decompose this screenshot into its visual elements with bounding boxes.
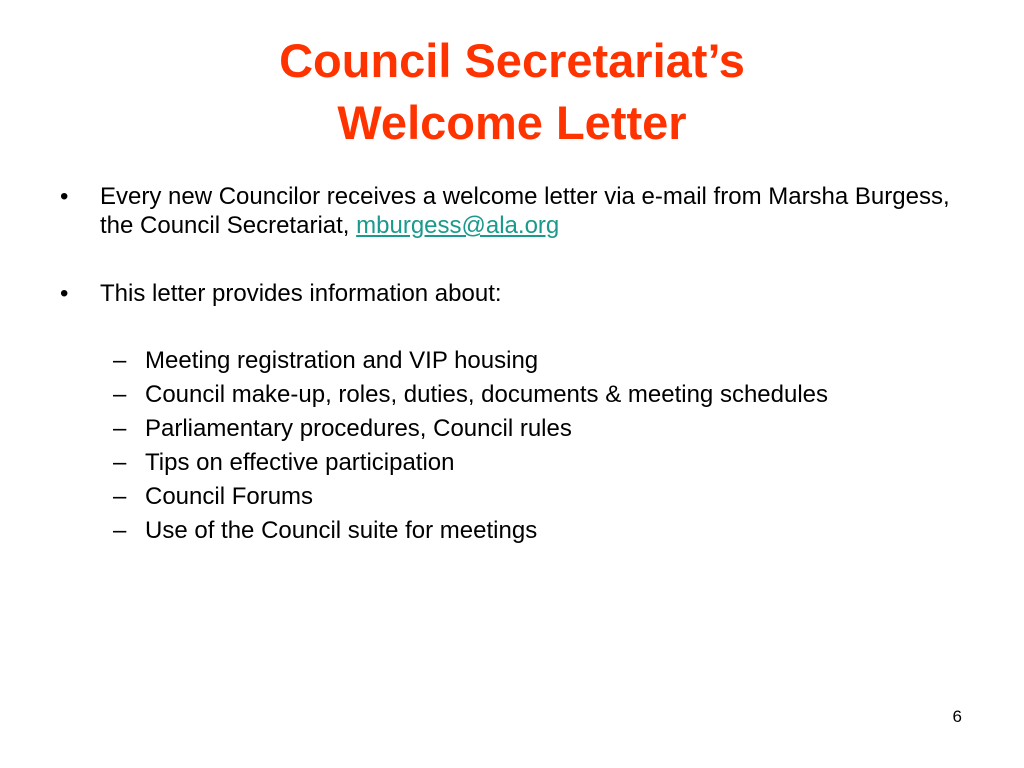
list-item bbox=[113, 514, 828, 548]
title-line-1: Council Secretariat’s bbox=[279, 34, 745, 87]
list-item-text: Tips on effective participation bbox=[145, 449, 455, 476]
list-item bbox=[113, 480, 828, 514]
dash-marker: – bbox=[113, 415, 127, 442]
list-item bbox=[113, 344, 828, 378]
dash-marker: – bbox=[113, 483, 127, 510]
dash-marker: – bbox=[113, 381, 127, 408]
list-item-text: Parliamentary procedures, Council rules bbox=[145, 415, 572, 442]
bullet-information-about bbox=[60, 279, 960, 308]
bullet-marker: • bbox=[60, 280, 69, 307]
bullet-marker: • bbox=[60, 183, 69, 210]
bullet-welcome-letter bbox=[60, 182, 960, 240]
list-item bbox=[113, 378, 828, 412]
list-item bbox=[113, 412, 828, 446]
topic-list bbox=[113, 344, 828, 548]
dash-marker: – bbox=[113, 347, 127, 374]
list-item-text: Council make-up, roles, duties, documents & meeting schedules bbox=[145, 381, 829, 408]
slide-title bbox=[0, 30, 1024, 154]
page-number: 6 bbox=[952, 707, 962, 726]
bullet-text-body: Every new Councilor receives a welcome letter via e-mail from Marsha Burgess, the Council Secretariat, bbox=[100, 183, 950, 239]
title-line-2: Welcome Letter bbox=[337, 96, 687, 149]
list-item-text: Use of the Council suite for meetings bbox=[145, 517, 538, 544]
dash-marker: – bbox=[113, 449, 127, 476]
list-item bbox=[113, 446, 828, 480]
list-item-text: Council Forums bbox=[145, 483, 314, 510]
list-item-text: Meeting registration and VIP housing bbox=[145, 347, 539, 374]
bullet-text: This letter provides information about: bbox=[100, 280, 502, 307]
dash-marker: – bbox=[113, 517, 127, 544]
email-link[interactable]: mburgess@ala.org bbox=[356, 212, 560, 239]
bullet-text bbox=[100, 182, 960, 240]
